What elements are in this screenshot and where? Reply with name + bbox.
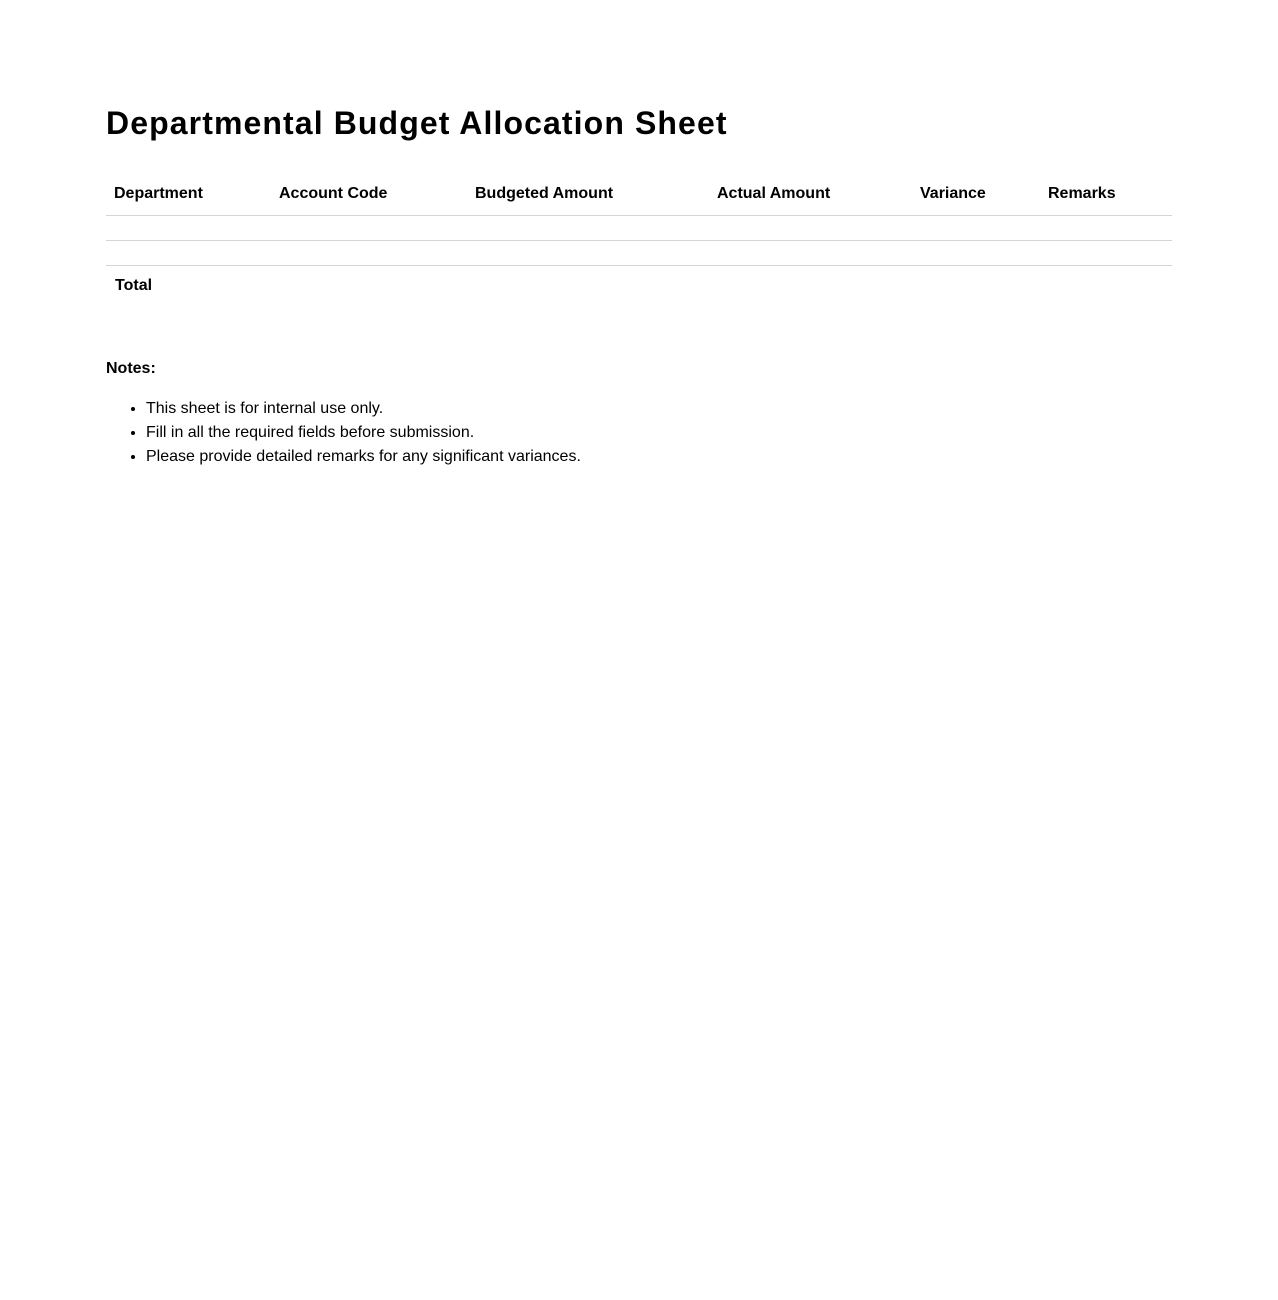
cell-variance[interactable]	[912, 216, 1040, 241]
cell-remarks[interactable]	[1040, 241, 1172, 266]
note-item: • This sheet is for internal use only.	[146, 397, 581, 421]
total-row	[106, 266, 1172, 307]
header-remarks: Remarks	[1040, 173, 1172, 216]
cell-department[interactable]	[106, 216, 271, 241]
cell-budgeted-amount[interactable]	[467, 241, 709, 266]
table-row	[106, 216, 1172, 241]
notes-heading: Notes:	[106, 360, 156, 377]
cell-account-code[interactable]	[271, 241, 467, 266]
header-actual-amount: Actual Amount	[709, 173, 912, 216]
header-account-code: Account Code	[271, 173, 467, 216]
cell-actual-amount[interactable]	[709, 241, 912, 266]
header-budgeted-amount: Budgeted Amount	[467, 173, 709, 216]
note-item: • Fill in all the required fields before submission.	[146, 421, 581, 445]
page-title: Departmental Budget Allocation Sheet	[106, 105, 728, 141]
note-item: • Please provide detailed remarks for any significant variances.	[146, 445, 581, 469]
notes-list	[106, 397, 581, 469]
header-variance: Variance	[912, 173, 1040, 216]
cell-budgeted-amount[interactable]	[467, 216, 709, 241]
total-actual-amount	[709, 266, 912, 307]
total-remarks	[1040, 266, 1172, 307]
total-label: Total	[115, 277, 153, 294]
cell-actual-amount[interactable]	[709, 216, 912, 241]
header-department: Department	[106, 173, 271, 216]
cell-remarks[interactable]	[1040, 216, 1172, 241]
total-budgeted-amount	[467, 266, 709, 307]
total-account-code	[271, 266, 467, 307]
cell-department[interactable]	[106, 241, 271, 266]
budget-table	[106, 173, 1172, 306]
table-header-row	[106, 173, 1172, 216]
cell-account-code[interactable]	[271, 216, 467, 241]
table-row	[106, 241, 1172, 266]
total-variance	[912, 266, 1040, 307]
cell-variance[interactable]	[912, 241, 1040, 266]
